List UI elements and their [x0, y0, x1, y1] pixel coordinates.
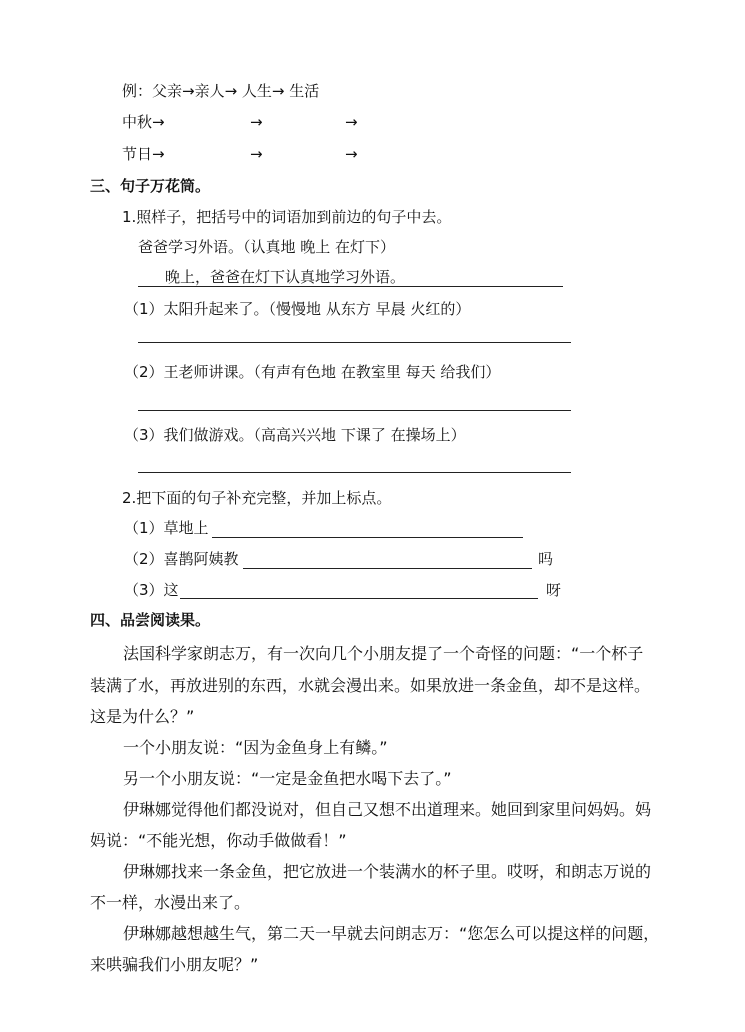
- q1-model-answer: 晚上，爸爸在灯下认真地学习外语。: [165, 268, 406, 286]
- passage-line-1: 法国科学家朗志万，有一次向几个小朋友提了一个奇怪的问题：“一个杯子: [123, 644, 644, 663]
- passage-line-11: 来哄骗我们小朋友呢？”: [90, 955, 259, 974]
- q1-instruction: 1.照样子，把括号中的词语加到前边的句子中去。: [122, 208, 452, 226]
- passage-line-7: 妈说：“不能光想，你动手做做看！”: [90, 831, 347, 850]
- chain-row-2-start: 节日→: [122, 145, 165, 163]
- passage-line-6: 伊琳娜觉得他们都没说对，但自己又想不出道理来。她回到家里问妈妈。妈: [123, 800, 652, 819]
- passage-line-5: 另一个小朋友说：“一定是金鱼把水喝下去了。”: [123, 769, 452, 788]
- passage-line-2: 装满了水，再放进别的东西，水就会漫出来。如果放进一条金鱼，却不是这样。: [90, 676, 651, 695]
- chain-row-2-arrow-2: →: [250, 145, 263, 163]
- q1-item-3: （3）我们做游戏。（高高兴兴地 下课了 在操场上）: [124, 426, 466, 444]
- model-answer-underline: [138, 286, 563, 287]
- section-3-heading: 三、句子万花筒。: [90, 177, 211, 195]
- q2-item-2-prefix: （2）喜鹊阿姨教: [124, 550, 239, 568]
- q2-item-1-prefix: （1）草地上: [124, 519, 209, 537]
- passage-line-9: 不一样，水漫出来了。: [90, 893, 251, 912]
- q1-item-1: （1）太阳升起来了。（慢慢地 从东方 早晨 火红的）: [124, 300, 471, 318]
- section-4-heading: 四、品尝阅读果。: [90, 611, 211, 629]
- chain-row-1-arrow-3: →: [345, 113, 358, 131]
- q2-item-3-suffix: 呀: [546, 581, 562, 599]
- q1-model-sentence: 爸爸学习外语。（认真地 晚上 在灯下）: [138, 238, 396, 256]
- passage-line-8: 伊琳娜找来一条金鱼，把它放进一个装满水的杯子里。哎呀，和朗志万说的: [123, 862, 652, 881]
- q2-item-2-blank[interactable]: [243, 568, 532, 569]
- chain-row-1-arrow-2: →: [250, 113, 263, 131]
- q1-item-1-answer-line[interactable]: [138, 342, 571, 343]
- passage-line-4: 一个小朋友说：“因为金鱼身上有鳞。”: [123, 738, 388, 757]
- q2-item-2-suffix: 吗: [538, 550, 554, 568]
- q2-item-3-blank[interactable]: [180, 598, 538, 599]
- example-line: 例：父亲→亲人→ 人生→ 生活: [122, 82, 320, 100]
- passage-line-10: 伊琳娜越想越生气，第二天一早就去问朗志万：“您怎么可以提这样的问题，: [123, 924, 660, 943]
- chain-row-1-start: 中秋→: [122, 113, 165, 131]
- q2-instruction: 2.把下面的句子补充完整，并加上标点。: [122, 489, 392, 507]
- q2-item-1-blank[interactable]: [212, 537, 523, 538]
- q1-item-2-answer-line[interactable]: [138, 410, 571, 411]
- q2-item-3-prefix: （3）这: [124, 581, 179, 599]
- q1-item-2: （2）王老师讲课。（有声有色地 在教室里 每天 给我们）: [124, 363, 501, 381]
- q1-item-3-answer-line[interactable]: [138, 472, 571, 473]
- chain-row-2-arrow-3: →: [345, 145, 358, 163]
- passage-line-3: 这是为什么？”: [90, 707, 195, 726]
